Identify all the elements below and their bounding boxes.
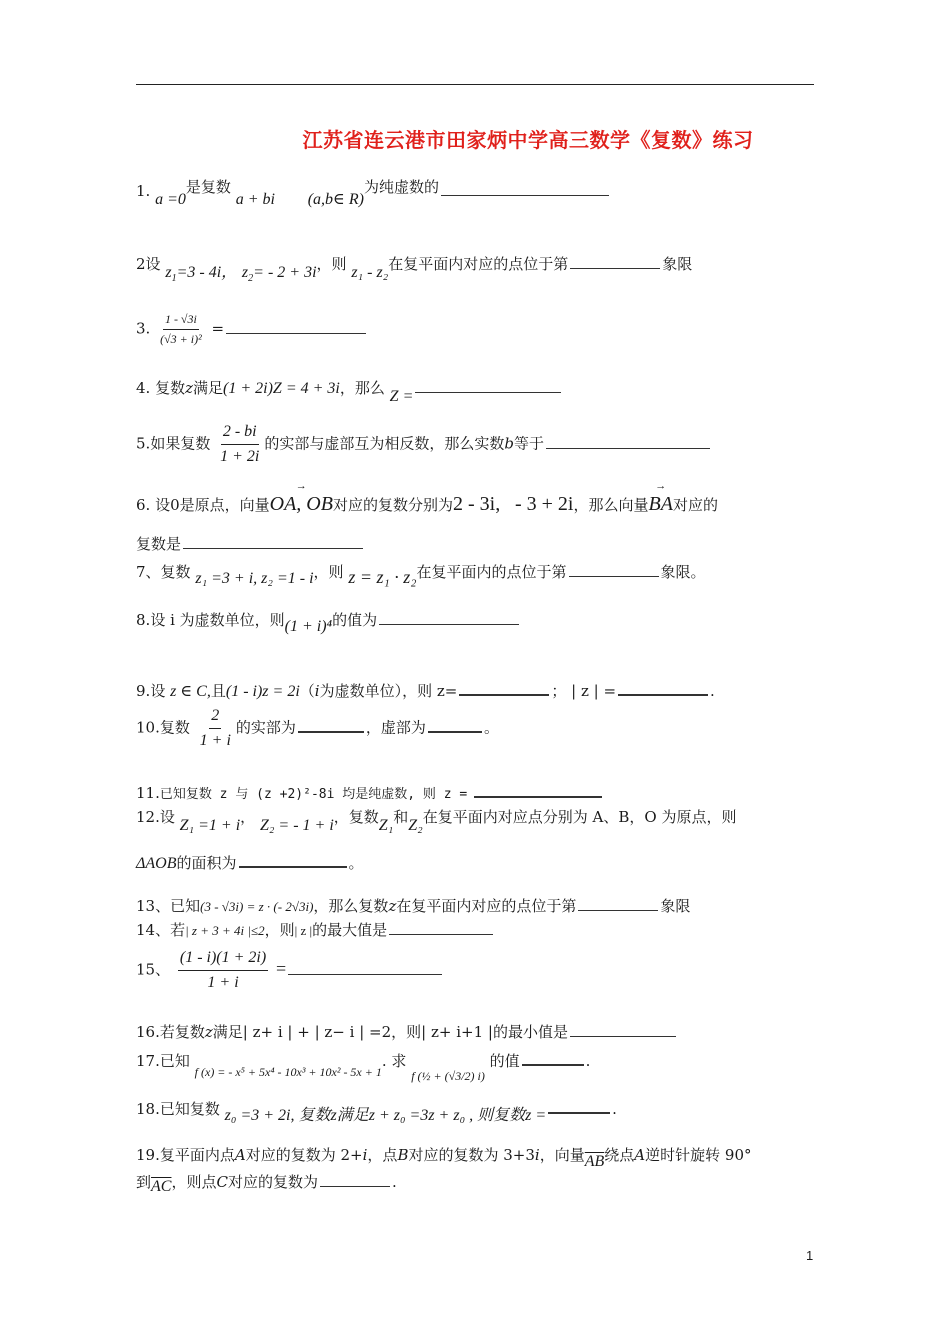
answer-blank-10a[interactable] <box>298 717 364 733</box>
answer-blank-8[interactable] <box>379 610 519 625</box>
answer-blank-7[interactable] <box>569 562 659 577</box>
question-6: 6. 设0是原点，向量→ OA, OB对应的复数分别为2 - 3i, - 3 + 2i，那么向量→ BA对应的 <box>136 492 826 517</box>
question-18: 18.已知复数 z₀ =3 + 2i, 复数z满足z + z₀ =3z + z₀ , 则复数z = . <box>136 1100 617 1124</box>
question-14: 14、若| z + 3 + 4i |≤2，则| z |的最大值是 <box>136 920 826 940</box>
question-10: 10.复数 $\frac{2}{1 + i}$ 的实部为 ，虚部为 。 <box>136 707 499 749</box>
answer-blank-17[interactable] <box>522 1050 584 1066</box>
fraction-q10: $\frac{2}{1 + i}$ <box>199 707 231 749</box>
question-19: 19.复平面内点A对应的复数为 2+i，点B对应的复数为 3+3i，向量$\overline{AB}$绕点A逆时针旋转 90° <box>136 1146 752 1170</box>
question-7: 7、复数 z₁ =3 + i, z₂ =1 - i，则 z = z₁ · z₂在复平面内的点位于第 象限。 <box>136 563 706 587</box>
question-13: 13、已知(3 - √3i) = z · (- 2√3i)，那么复数z在复平面内对应的点位于第 象限 <box>136 897 691 915</box>
answer-blank-5[interactable] <box>546 434 710 449</box>
question-2: 2设 $z_1=3 - 4i$， $z_2= - 2 + 3i$，则 z₁ - z₂在复平面内对应的点位于第 象限 <box>136 255 693 284</box>
fraction-q3: $\frac{1 - √3i}{\text{(√3 + i)²}}$ <box>160 312 202 346</box>
answer-blank-16[interactable] <box>570 1022 676 1037</box>
question-3: 3. $\frac{1 - √3i}{\text{(√3 + i)²}}$ = <box>136 312 826 347</box>
answer-blank-15[interactable] <box>288 960 442 975</box>
fraction-q15: $\frac{(1 - i)(1 + 2i)}{1 + i}$ <box>179 949 267 991</box>
answer-blank-6[interactable] <box>183 534 363 549</box>
answer-blank-19[interactable] <box>320 1172 390 1187</box>
answer-blank-11[interactable] <box>474 782 602 798</box>
question-16: 16.若复数z满足| z+ i | + | z− i | =2，则| z+ i+1 |的最小值是 <box>136 1022 826 1042</box>
answer-blank-4[interactable] <box>415 378 561 393</box>
answer-blank-14[interactable] <box>389 920 493 935</box>
question-9: 9.设 z ∈ C,且(1 - i)z = 2i（i为虚数单位），则 z= ； | z | = . <box>136 682 715 700</box>
answer-blank-9a[interactable] <box>459 680 549 696</box>
answer-blank-18[interactable] <box>548 1098 610 1114</box>
page-number: 1 <box>806 1248 814 1263</box>
answer-blank-10b[interactable] <box>428 717 482 733</box>
question-4: 4. 复数z满足(1 + 2i)Z = 4 + 3i，那么 Z = <box>136 378 826 407</box>
answer-blank-2[interactable] <box>570 254 660 269</box>
question-12-continued: ΔAOB的面积为 。 <box>136 854 364 872</box>
fraction-q5: $\frac{2 - bi}{1 + 2i}$ <box>220 423 260 465</box>
answer-blank-1[interactable] <box>441 181 609 196</box>
question-1: 1. a =0是复数 a + bi (a,b∈ R)为纯虚数的 <box>136 178 826 210</box>
question-15: 15、 $\frac{(1 - i)(1 + 2i)}{1 + i}$ = <box>136 948 826 993</box>
page-title: 江苏省连云港市田家炳中学高三数学《复数》练习 <box>302 128 754 152</box>
question-19-continued: 到$\overline{AC}$，则点C对应的复数为 . <box>136 1173 397 1195</box>
answer-blank-3[interactable] <box>226 319 366 334</box>
answer-blank-12[interactable] <box>239 852 347 868</box>
header-rule <box>136 84 814 85</box>
question-5: 5.如果复数 $\frac{2 - bi}{1 + 2i}$ 的实部与虚部互为相反数，那么实数b等于 <box>136 422 826 467</box>
question-8: 8.设 i 为虚数单位，则(1 + i)⁴的值为 <box>136 610 826 637</box>
answer-blank-9b[interactable] <box>618 680 708 696</box>
question-12: 12.设 Z₁ =1 + i， Z₂ = - 1 + i，复数Z₁和Z₂在复平面内对应点分别为 A、B，O 为原点，则 <box>136 808 737 834</box>
answer-blank-13[interactable] <box>578 896 658 911</box>
question-6-continued: 复数是 <box>136 534 826 554</box>
question-17: 17.已知 $_{f (x) = - x^5 + 5x^4 - 10x^3 + 10x^2 - 5x + 1}$. 求 $_{f (\frac{1}{2} + (√3/2) i)}$ 的值 . <box>136 1052 591 1083</box>
question-11: 11.已知复数 z 与 (z +2)²-8i 均是纯虚数, 则 z = <box>136 782 826 803</box>
